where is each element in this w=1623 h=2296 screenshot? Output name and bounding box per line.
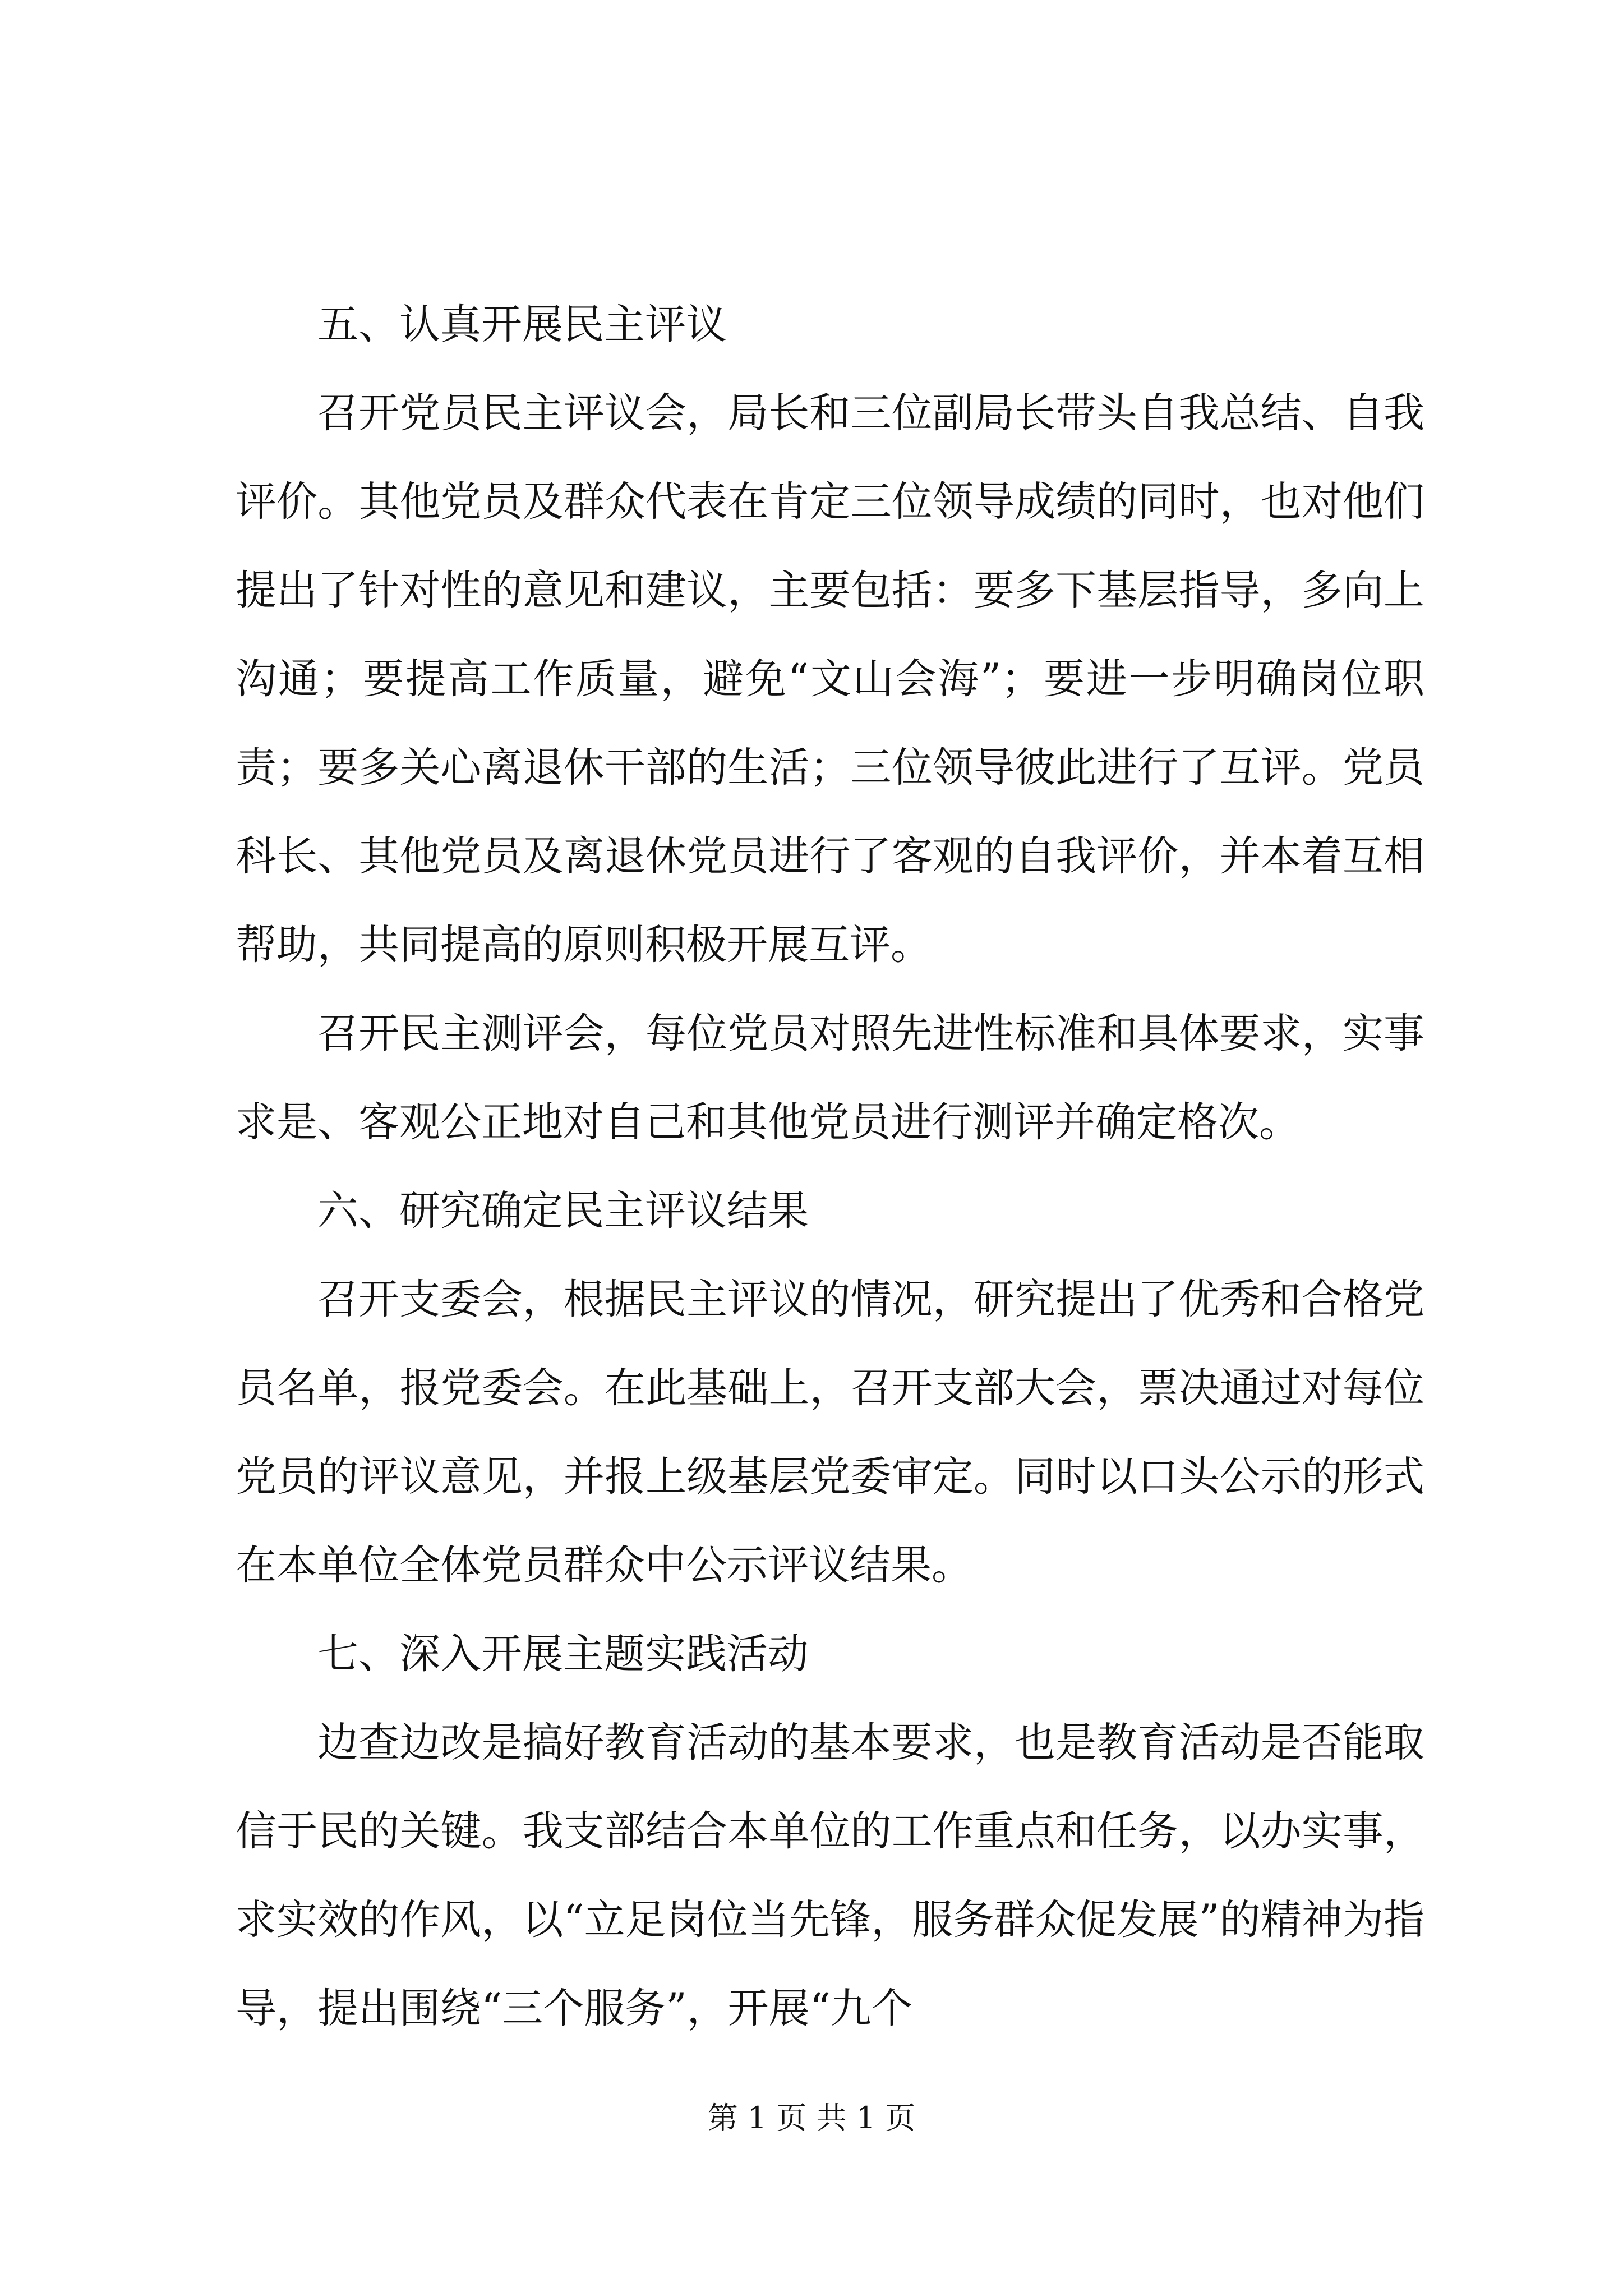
section-heading-7: 七、深入开展主题实践活动 [317, 1630, 809, 1678]
page-number-label: 第 1 页 共 1 页 [707, 2100, 916, 2136]
paragraph: 边查边改是搞好教育活动的基本要求，也是教育活动是否能取信于民的关键。我支部结合本单位的工作重点和任务，以办实事，求实效的作风，以“立足岗位当先锋，服务群众促发展”的精神为指导，提出围绕“三个服务”，开展“九个 [236, 1719, 1424, 2032]
paragraph: 召开党员民主评议会，局长和三位副局长带头自我总结、自我评价。其他党员及群众代表在肯定三位领导成绩的同时，也对他们提出了针对性的意见和建议，主要包括：要多下基层指导，多向上沟通；要提高工作质量，避免“文山会海”；要进一步明确岗位职责；要多关心离退休干部的生活；三位领导彼此进行了互评。党员科长、其他党员及离退休党员进行了客观的自我评价，并本着互相帮助，共同提高的原则积极开展互评。 [236, 389, 1424, 969]
document-body [236, 280, 1424, 2053]
paragraph: 召开支委会，根据民主评议的情况，研究提出了优秀和合格党员名单，报党委会。在此基础上，召开支部大会，票决通过对每位党员的评议意见，并报上级基层党委审定。同时以口头公示的形式在本单位全体党员群众中公示评议结果。 [236, 1276, 1424, 1589]
section-heading-6: 六、研究确定民主评议结果 [317, 1187, 809, 1235]
page-footer [0, 2096, 1623, 2141]
section-heading-5: 五、认真开展民主评议 [317, 301, 727, 348]
paragraph: 召开民主测评会，每位党员对照先进性标准和具体要求，实事求是、客观公正地对自己和其他党员进行测评并确定格次。 [236, 1010, 1424, 1146]
